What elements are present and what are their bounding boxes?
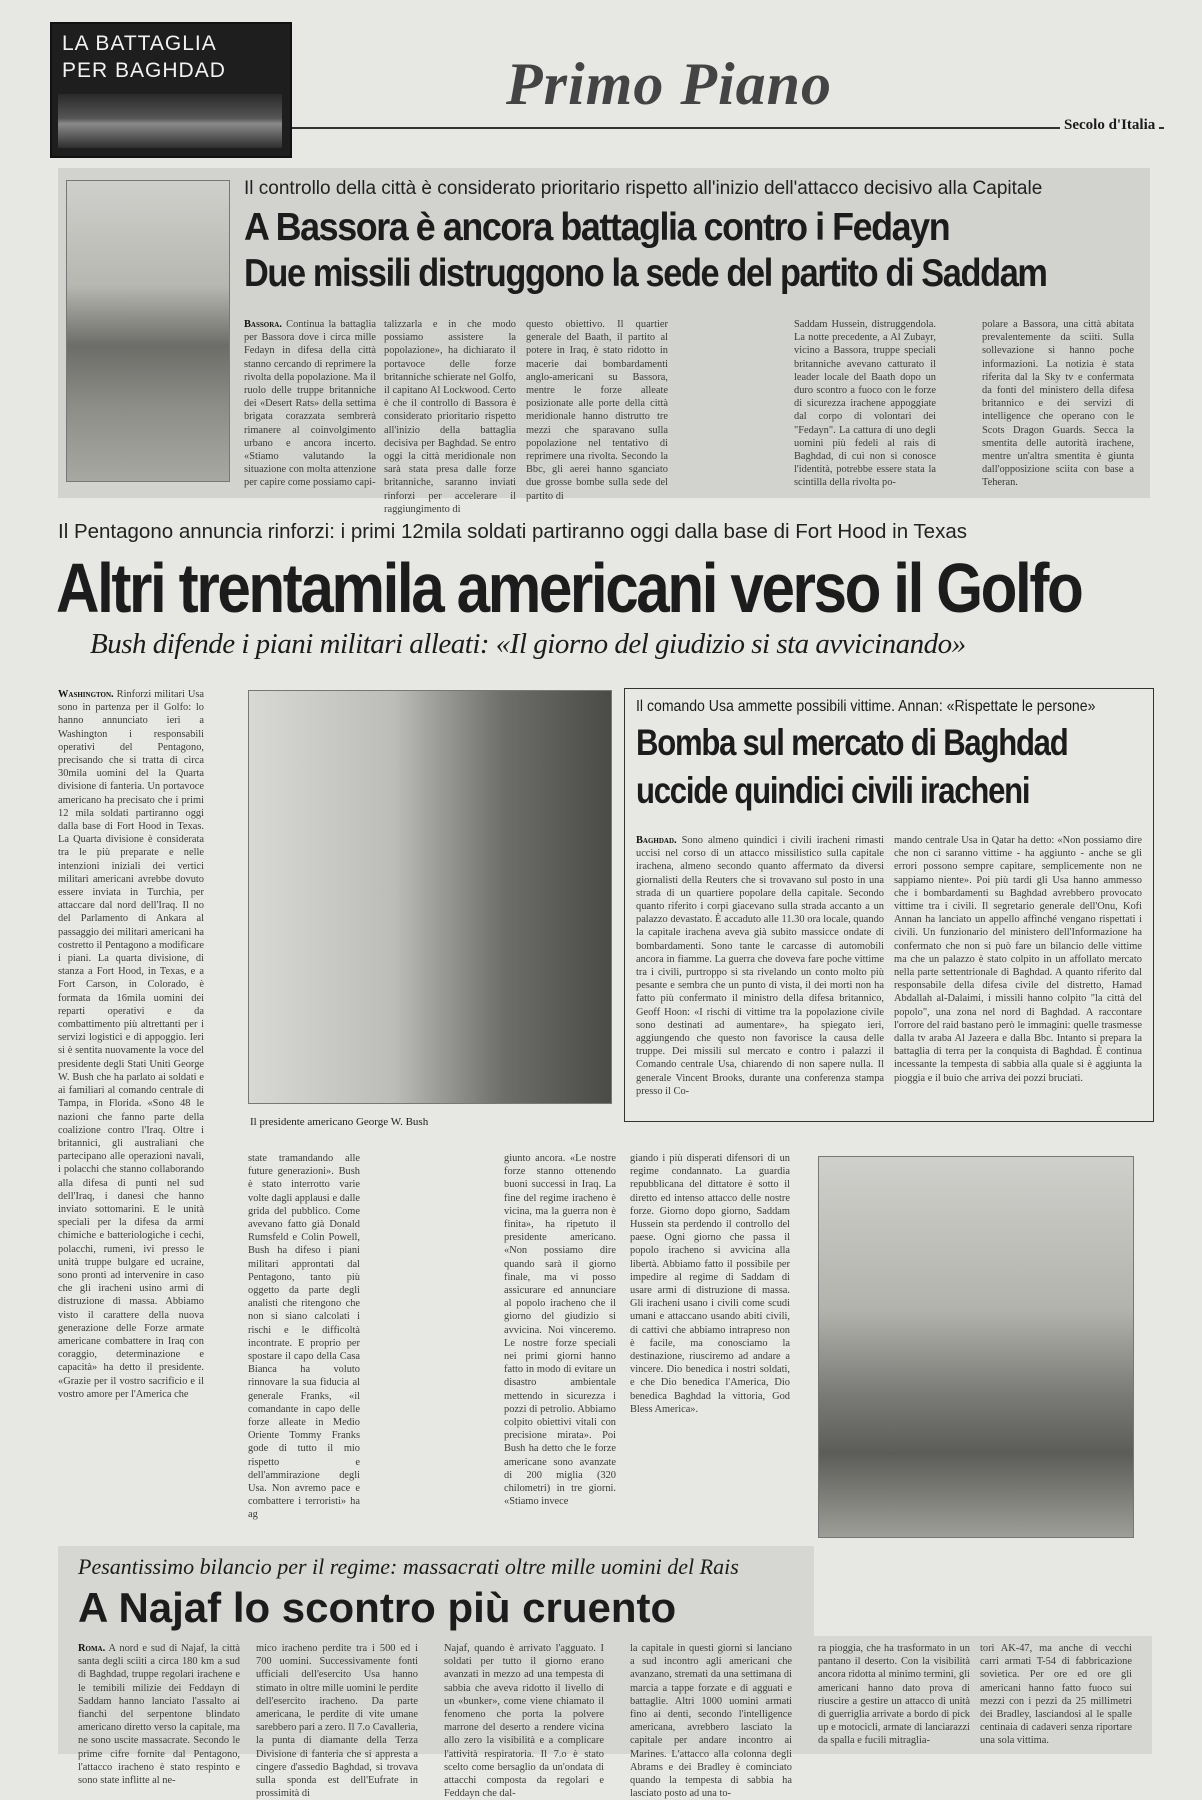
story2-col-2-text: state tramandando alle future generazioni». Bush è stato interrotto varie volte dagli applausi e dalle grida del pubblico. Come avevano fatto già Donald Rumsfeld e Colin Powell, Bush ha difeso i piani militari approntati dal Pentagono, tanto più oggetto da parte degli analisti che ritengono che non si siano calcolati i rischi e le difficoltà incontrate. E proprio per spostare il capo della Casa Bianca ha voluto rinnovare la sua fiducia al generale Franks, «il comandante in capo delle forze alleate in Medio Oriente Tommy Franks gode di tutto il mio rispetto e dell'ammirazione degli Usa. Non avremo pace e combattere i terroristi» ha ag [248, 1153, 360, 1521]
story4-headline: A Najaf lo scontro più cruento [78, 1584, 677, 1631]
page-title: Primo Piano [506, 51, 833, 117]
bush-photo-caption: Il presidente americano George W. Bush [250, 1116, 429, 1128]
story1-headline-2: Due missili distruggono la sede del partito di Saddam [244, 252, 1047, 295]
story2-subhead: Bush difende i piani militari alleati: «Il giorno del giudizio si sta avvicinando» [90, 628, 966, 660]
story1-headline-1: A Bassora è ancora battaglia contro i Fedayn [244, 206, 950, 249]
story1-col-1-text: Continua la battaglia per Bassora dove i circa mille Fedayn in difesa della città stanno cercando di reprimere la rivolta della popolazione. Ma il ruolo delle truppe britanniche dei «Desert Rats» della settima brigata corazzata sembrerà rimanere al coinvolgimento urbano e ancora incerto. «Stiamo valutando la situazione con molta attenzione per capire come possiamo capi- [244, 319, 376, 489]
story4-dateline: Roma. [78, 1643, 106, 1654]
story1-col-4 [794, 318, 936, 489]
section-badge [50, 22, 292, 158]
story4-col-1-text: A nord e sud di Najaf, la città santa degli sciiti a circa 180 km a sud di Baghdad, truppe regolari irachene e le temibili milizie dei Feddayn di Saddam hanno lanciato l'assalto ai fianchi del serpentone blindato americano diretto verso la capitale, ma ne sono uscite massacrate. Secondo le prime cifre fornite dal Pentagono, l'attacco iracheno è stato respinto e sono state inflitte al ne- [78, 1643, 240, 1787]
story2-kicker: Il Pentagono annuncia rinforzi: i primi 12mila soldati partiranno oggi dalla base di Fort Hood in Texas [58, 520, 967, 543]
story4-col-2-text: mico iracheno perdite tra i 500 ed i 700 uomini. Successivamente fonti ufficiali dell'esercito Usa hanno stimato in oltre mille uomini le perdite dell'esercito iracheno. Da parte americana, le perdite di vite umane sarebbero pari a zero. Il 7.o Cavalleria, la punta di diamante della Terza Divisione di fanteria che si appresta a cingere d'assedio Baghdad, si trovava sulla sponda est dell'Eufrate in prossimità di [256, 1643, 418, 1800]
story2-col-4-text: giando i più disperati difensori di un regime condannato. La guardia repubblicana del dittatore è sotto il diretto ed intenso attacco delle nostre forze. Giorno dopo giorno, Saddam Hussein sta perdendo il controllo del paese. Ogni giorno che passa il popolo iracheno si avvicina alla libertà. Abbiamo fatto il possibile per impedire al regime di Saddam di usare armi di distruzione di massa. Gli iracheni usano i civili come scudi umani e attaccano usando abiti civili, di cattivi che abbiamo intrapreso non è facile, ma conosciamo la destinazione, riusciremo ad andare a vincere. Dio benedica i nostri soldati, e che Dio benedica l'America, Dio benedica Baghdad la vittoria, God Bless America». [630, 1153, 790, 1415]
story2-col-1-text: Rinforzi militari Usa sono in partenza per il Golfo: lo hanno annunciato ieri a Washington i responsabili operativi del Pentagono, precisando che si tratta di circa 30mila uomini del la Quarta divisione di fanteria. Un portavoce americano ha precisato che i primi 12 mila soldati partiranno oggi dalla base di Fort Hood in Texas. La Quarta divisione è considerata tra le più preparate e nelle intenzioni iniziali dei vertici militari americani avrebbe dovuto essere inviata in Turchia, per attaccare dal nord dell'Iraq. Il no del Parlamento di Ankara al passaggio dei militari americani ha costretto il Pentagono a modificare i piani. La quarta divisione, di stanza a Fort Hood, in Texas, e a Fort Carson, in Colorado, è formata da 16mila uomini dei reparti operativi e da combattimento più altrettanti per i servizi logistici e di appoggio. Ieri si è sentita nuovamente la voce del presidente degli Stati Uniti George W. Bush che ha parlato ai soldati e ai familiari al comando centrale di Tampa, in Florida. «Sono 48 le nazioni che fanno parte della coalizione contro l'Iraq. Oltre i britannici, gli australiani che partecipano alle operazioni navali, i polacchi che stanno collaborando alla difesa di punti nel sud dell'Iraq, i danesi che hanno inviato sottomarini. E le unità speciali per la difesa da armi chimiche e batteriologiche i cechi, polacchi, rumeni, ivi presso le unità truppe bulgare ed ucraine, sono pronti ad intervenire in caso che gli iracheni usino armi di distruzione di massa. Abbiamo visto il carattere della nuova generazione delle Forze armate americane combattere in Iraq con coraggio, determinazione e capacità» ha detto il presidente. «Grazie per il vostro sacrificio e il vostro amore per l'America che [58, 689, 204, 1400]
bush-photo [248, 690, 612, 1104]
story2-headline: Altri trentamila americani verso il Golfo [56, 549, 1082, 627]
story3-dateline: Baghdad. [636, 835, 677, 846]
story4-col-1 [78, 1642, 240, 1787]
story4-col-3 [444, 1642, 604, 1800]
story1-col-4-text: Saddam Hussein, distruggendola. La notte precedente, a Al Zubayr, vicino a Bassora, truppe speciali britanniche avevano catturato il leader locale del Baath dopo un duro scontro a fuoco con le forze di sicurezza irachene appoggiate dal corpo di volontari dei "Fedayn". La cattura di uno degli uomini più fedeli al rais di Baghdad, di cui non si conosce l'identità, potrebbe essere stata la scintilla della rivolta po- [794, 319, 936, 489]
story4-kicker: Pesantissimo bilancio per il regime: massacrati oltre mille uomini del Rais [78, 1554, 739, 1579]
story3-headline-2: uccide quindici civili iracheni [636, 770, 1030, 811]
story3-kicker: Il comando Usa ammette possibili vittime. Annan: «Rispettate le persone» [636, 698, 1096, 715]
story1-dateline: Bassora. [244, 319, 282, 330]
story1-col-2-text: talizzarla e in che modo possiamo assistere la popolazione», ha dichiarato il portavoce delle forze britanniche schierate nel Golfo, il capitano Al Lockwood. Certo è che il controllo di Bassora è considerato prioritario rispetto all'inizio della battaglia decisiva per Baghdad. Se entro oggi la città meridionale non sarà stata presa dalle forze britanniche, saranno inviati rinforzi per accelerare il raggiungimento di [384, 319, 516, 515]
header-rule [292, 127, 1164, 129]
story3-col-1 [636, 834, 884, 1114]
story2-dateline: Washington. [58, 689, 114, 700]
story1-col-2 [384, 318, 516, 515]
story4-col-2 [256, 1642, 418, 1800]
story1-col-3-text: questo obiettivo. Il quartier generale del Baath, il partito al potere in Iraq, è stato ridotto in macerie dai bombardamenti anglo-americani su Bassora, mentre le forze alleate posizionate alle porte della città meridionale hanno distrutto tre mezzi che sparavano sulla popolazione nel tentativo di reprimere una rivolta. Secondo la Bbc, gli aerei hanno sganciato due grosse bombe sulla sede del partito di [526, 319, 668, 502]
story3-col-2-text: mando centrale Usa in Qatar ha detto: «Non possiamo dire che non ci saranno vittime - ha aggiunto - anche se gli errori possono sempre capitare, semplicemente non ne sappiamo niente». Poi più tardi gli Usa hanno ammesso che i bombardamenti su Baghdad avrebbero provocato vittime tra i civili. Il segretario generale dell'Onu, Kofi Annan ha lanciato un appello affinché vengano rispettati i civili. Un funzionario del ministero dell'Informazione ha confermato che non si può fare un bilancio delle vittime ma che un palazzo è stato colpito in un affollato mercato nella parte settentrionale di Baghdad. A quanto riferito dal responsabile della difesa civile del distretto, Hamad Abdallah al-Dalaimi, i missili hanno colpito "la città del popolo", una zona nel nord di Baghdad. A raccontare l'orrore del raid bastano però le immagini: quelle trasmesse dalla tv araba Al Jazeera e dalla Bbc. Intanto si prepara la battaglia di terra per la conquista di Baghdad. È continua incessante la tempesta di sabbia alla quale si è aggiunta la pioggia e il buio che arriva dei pozzi bruciati. [894, 835, 1142, 1084]
story4-col-5 [818, 1642, 970, 1748]
story2-col-3-text: giunto ancora. «Le nostre forze stanno ottenendo buoni successi in Iraq. La fine del regime iracheno è vicina, ma la guerra non è finita», ha ripetuto il presidente americano. «Non possiamo dire quando sarà il giorno finale, ma vi posso assicurare ed annunciare al popolo iracheno che il giorno del giudizio si avvicina. Noi vinceremo. Le nostre forze speciali nei primi giorni hanno fatto in modo di evitare un disastro ambientale mettendo in sicurezza i pozzi di petrolio. Abbiamo colpito obiettivi vitali con precisione mirata». Poi Bush ha detto che le forze americane sono avanzate di 200 miglia (320 chilometri) in tre giorni. «Stiamo invece [504, 1153, 616, 1508]
story1-kicker: Il controllo della città è considerato prioritario rispetto all'inizio dell'attacco decisivo alla Capitale [244, 178, 1043, 199]
story4-col-3-text: Najaf, quando è arrivato l'agguato. I soldati per tutto il giorno erano avanzati in mezzo ad una tempesta di sabbia che aveva ridotto il livello di un «bunker», come viene chiamato il fenomeno che porta la polvere marrone del deserto a rendere vicina allo zero la visibilità e a complicare l'attività respiratoria. Il 7.o è stato scelto come bersaglio da un'ondata di attacchi composta da regolari e Feddayn che dal- [444, 1643, 604, 1800]
badge-skyline-image [58, 94, 282, 148]
story4-col-4-text: la capitale in questi giorni si lanciano a sud incontro agli americani che avanzano, stremati da una settimana di marcia a tappe forzate e di agguati e battaglie. Altri 1000 uomini armati fino ai denti, secondo l'intelligence americana, avrebbero lasciato la capitale per andare incontro ai Marines. L'attacco alla colonna degli Abrams e dei Bradley è cominciato quando la tempesta di sabbia ha lasciato posto ad una to- [630, 1643, 792, 1800]
story4-col-6-text: tori AK-47, ma anche di vecchi carri armati T-54 di fabbricazione sovietica. Per ore ed ore gli americani hanno fatto fuoco sui mezzi con i pezzi da 25 millimetri dei Bradley, lasciandosi al le spalle centinaia di cadaveri senza riportare una sola vittima. [980, 1643, 1132, 1747]
section-badge-text: LA BATTAGLIA PER BAGHDAD [62, 32, 226, 82]
story4-col-5-text: ra pioggia, che ha trasformato in un pantano il deserto. Con la visibilità ancora ridotta al minimo termini, gli americani hanno dato prova di riuscire a gestire un attacco di unità di guerriglia arrivate a bordo di pick up e motocicli, armate di lanciarazzi da spalla e fucili mitraglia- [818, 1643, 970, 1747]
story3-headline-1: Bomba sul mercato di Baghdad [636, 722, 1068, 763]
story1-photo-helicopter [66, 180, 230, 482]
story3-col-2 [894, 834, 1142, 1114]
story4-col-4 [630, 1642, 792, 1800]
story3-col-1-text: Sono almeno quindici i civili iracheni rimasti uccisi nel corso di un attacco missilistico sulla capitale irachena, almeno secondo quanto affermato da diversi giornalisti della Reuters che si trovavano sul posto in una strada di un quartiere popolare della capitale. Secondo quanto riferito i corpi giacevano sulla strada accanto a un palazzo devastato. È accaduto alle 11.30 ora locale, quando la capitale irachena aveva già subito massicce ondate di bombardamenti. Sono tante le carcasse di automobili ancora in fiamme. La guerra che doveva fare poche vittime tra i civili, purtroppo si sta rivelando un conto molto più pesante e sembra che un punto di vista, il dei morti non ha fatto più confermato il ministro della difesa britannico, Geoff Hoon: «I rischi di vittime tra la popolazione civile sono destinati ad aumentare», ha spiegato ieri, aggiungendo che questo non favorisce la causa delle truppe. Dei missili sul mercato e contro i palazzi il Comando centrale Usa, chiarendo di non sapere nulla. Il generale Vincent Brooks, durante una conferenza stampa presso il Co- [636, 835, 884, 1097]
story1-col-1 [244, 318, 376, 489]
story4-photo-tank [818, 1156, 1134, 1538]
story1-col-5 [982, 318, 1134, 489]
newspaper-name: Secolo d'Italia [1060, 117, 1159, 134]
story1-col-5-text: polare a Bassora, una città abitata prevalentemente da sciiti. Sulla sollevazione si hanno poche informazioni. La notizia è stata riferita dal la Sky tv e confermata da fonti del ministero della difesa britannico e dei servizi di intelligence che operano con le Scots Dragon Guards. Secca la smentita delle autorità irachene, mentre un'altra smentita è giunta dall'opposizione sciita con base a Teheran. [982, 319, 1134, 489]
story2-col-1 [58, 688, 204, 1626]
story4-col-6 [980, 1642, 1132, 1748]
story1-col-3 [526, 318, 668, 502]
